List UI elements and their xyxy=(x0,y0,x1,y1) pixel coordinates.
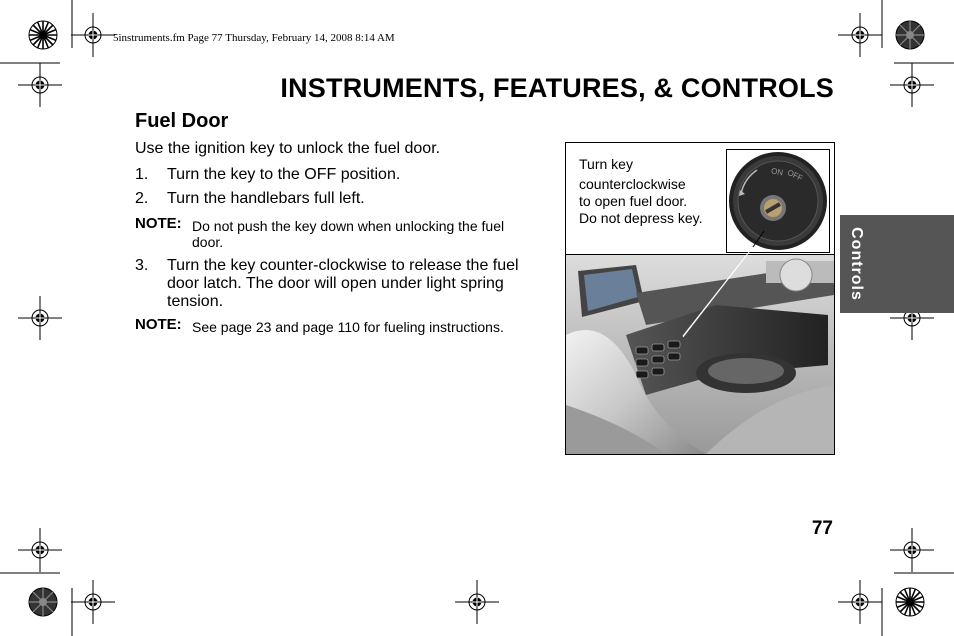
fuel-door-figure xyxy=(565,142,835,455)
step-2 xyxy=(135,190,555,210)
note-line: door. xyxy=(192,234,224,250)
step-line: door latch. The door will open under light spring xyxy=(167,275,504,292)
page-number: 77 xyxy=(811,518,833,539)
step-number: 1. xyxy=(135,166,149,183)
note-2 xyxy=(135,317,560,337)
chapter-title: INSTRUMENTS, FEATURES, & CONTROLS xyxy=(280,73,834,103)
step-line: Turn the key counter-clockwise to release the fuel xyxy=(167,257,519,274)
step-number: 2. xyxy=(135,190,149,207)
callout-leader-line xyxy=(566,143,834,343)
intro-text: Use the ignition key to unlock the fuel door. xyxy=(135,140,441,157)
note-1 xyxy=(135,216,555,250)
note-label: NOTE: xyxy=(135,215,182,232)
step-1 xyxy=(135,166,555,186)
step-3 xyxy=(135,257,560,313)
callout-line: counterclockwise xyxy=(579,176,686,192)
note-line: Do not push the key down when unlocking the fuel xyxy=(192,218,505,234)
ignition-label-on: ON xyxy=(770,166,784,178)
section-title: Fuel Door xyxy=(135,110,229,132)
note-line: See page 23 and page 110 for fueling instructions. xyxy=(192,319,504,335)
callout-line: Turn key xyxy=(579,156,633,172)
step-text: Turn the key to the OFF position. xyxy=(167,166,401,183)
step-line: tension. xyxy=(167,293,224,310)
ignition-label-off: OFF xyxy=(785,167,805,183)
file-header: 5instruments.fm Page 77 Thursday, February 14, 2008 8:14 AM xyxy=(113,32,395,44)
callout-line: Do not depress key. xyxy=(579,210,703,226)
step-number: 3. xyxy=(135,257,149,274)
side-tab-label: Controls xyxy=(848,227,865,301)
note-label: NOTE: xyxy=(135,316,182,333)
callout-line: to open fuel door. xyxy=(579,193,688,209)
step-text: Turn the handlebars full left. xyxy=(167,190,365,207)
chapter-side-tab xyxy=(840,215,954,313)
